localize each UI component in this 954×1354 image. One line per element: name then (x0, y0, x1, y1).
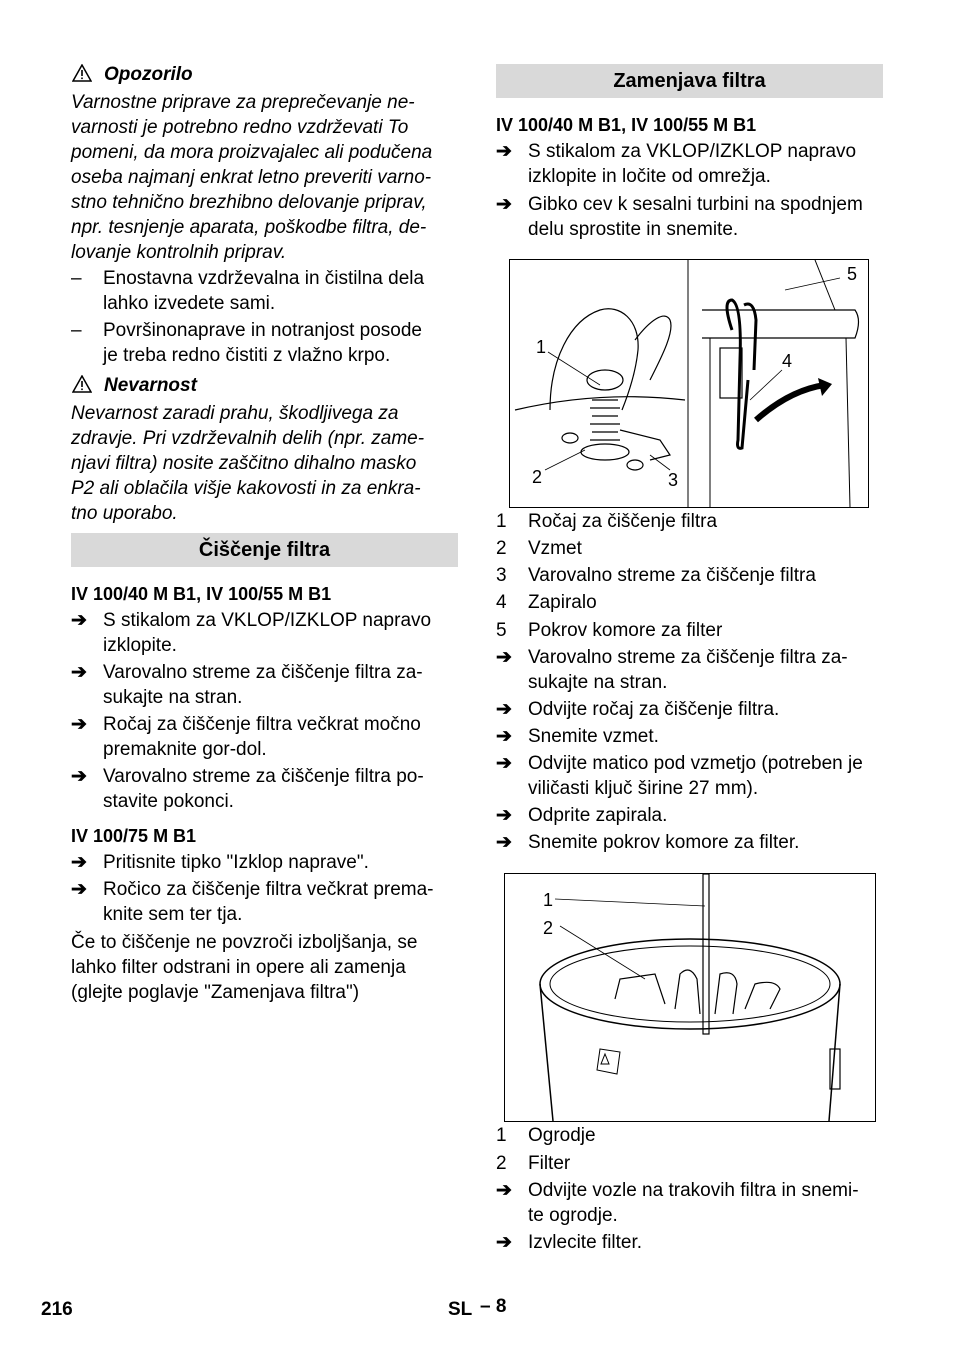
legend-text: Zapiralo (528, 592, 597, 613)
subsection-title: IV 100/75 M B1 (71, 826, 197, 846)
right-arrow-icon: ➔ (71, 766, 87, 787)
legend-number: 1 (496, 511, 507, 532)
right-arrow-icon: ➔ (71, 879, 87, 900)
step-text: S stikalom za VKLOP/IZKLOP napravo izklopite. (103, 610, 432, 656)
figure-filter-frame (504, 873, 876, 1122)
section-title: Zamenjava filtra (496, 64, 883, 98)
subsection-title: IV 100/40 M B1, IV 100/55 M B1 (496, 115, 757, 135)
step-text: S stikalom za VKLOP/IZKLOP napravo izklopite in ločite od omrežja. (528, 141, 857, 187)
right-arrow-icon: ➔ (496, 726, 512, 747)
figure-illustration (510, 260, 868, 507)
legend-text: Filter (528, 1153, 571, 1174)
right-arrow-icon: ➔ (496, 1232, 512, 1253)
language-code: SL (448, 1299, 473, 1320)
step-text: Ročaj za čiščenje filtra večkrat močno premaknite gor-dol. (103, 714, 421, 760)
callout-label: 4 (782, 351, 793, 371)
legend-text: Pokrov komore za filter (528, 620, 723, 641)
legend-number: 2 (496, 1153, 507, 1174)
callout-label: 5 (847, 264, 858, 284)
callout-label: 1 (536, 337, 547, 357)
list-item-text: Enostavna vzdrževalna in čistilna dela lahko izvedete sami. (103, 268, 425, 314)
warning-title: Nevarnost (104, 375, 197, 396)
step-text: Izvlecite filter. (528, 1232, 643, 1253)
step-text: Odvijte ročaj za čiščenje filtra. (528, 699, 780, 720)
legend-text: Varovalno streme za čiščenje filtra (528, 565, 816, 586)
figure-filter-cleaning-assembly (509, 259, 869, 508)
figure-illustration (505, 874, 875, 1121)
right-arrow-icon: ➔ (496, 832, 512, 853)
step-text: Snemite pokrov komore za filter. (528, 832, 800, 853)
dash-bullet: – (71, 268, 82, 289)
right-arrow-icon: ➔ (496, 805, 512, 826)
right-arrow-icon: ➔ (496, 647, 512, 668)
right-arrow-icon: ➔ (71, 714, 87, 735)
legend-number: 1 (496, 1125, 507, 1146)
legend-text: Ogrodje (528, 1125, 596, 1146)
list-item-text: Površinonaprave in notranjost posode je treba redno čistiti z vlažno krpo. (103, 320, 422, 366)
step-text: Snemite vzmet. (528, 726, 659, 747)
dash-bullet: – (71, 320, 82, 341)
right-arrow-icon: ➔ (71, 852, 87, 873)
warning-title: Opozorilo (104, 64, 193, 85)
callout-label: 3 (668, 470, 679, 490)
right-arrow-icon: ➔ (71, 662, 87, 683)
warning-triangle-icon (72, 64, 92, 82)
section-title: Čiščenje filtra (71, 533, 458, 567)
step-text: Odvijte vozle na trakovih filtra in snemi- te ogrodje. (528, 1180, 859, 1226)
right-arrow-icon: ➔ (496, 753, 512, 774)
step-text: Odprite zapirala. (528, 805, 668, 826)
legend-text: Ročaj za čiščenje filtra (528, 511, 718, 532)
warning-body: Varnostne priprave za preprečevanje ne- varnosti je potrebno redno vzdrževati To pomeni, da mora proizvajalec ali podučena oseba najmanj enkrat letno preveriti varno- stno tehnično brezhibno delovanje priprav, npr. tesnjenje aparata, poškodbe filtra, de- lovanje kontrolnih priprav. (71, 92, 433, 263)
page-number: 216 (41, 1299, 73, 1320)
callout-label: 2 (532, 467, 543, 487)
step-text: Varovalno streme za čiščenje filtra za- sukajte na stran. (528, 647, 848, 693)
step-text: Gibko cev k sesalni turbini na spodnjem delu sprostite in snemite. (528, 194, 863, 240)
note-text: Če to čiščenje ne povzroči izboljšanja, se lahko filter odstrani in opere ali zamenja (glejte poglavje "Zamenjava filtra") (71, 932, 418, 1003)
warning-body: Nevarnost zaradi prahu, škodljivega za zdravje. Pri vzdrževalnih delih (npr. zame- njavi filtra) nosite zaščitno dihalno masko P2 ali oblačila višje kakovosti in za enkra- tno uporabo. (71, 403, 425, 524)
step-text: Varovalno streme za čiščenje filtra po- stavite pokonci. (103, 766, 424, 812)
legend-number: 2 (496, 538, 507, 559)
callout-label: 2 (543, 918, 554, 938)
legend-text: Vzmet (528, 538, 582, 559)
right-arrow-icon: ➔ (71, 610, 87, 631)
right-arrow-icon: ➔ (496, 1180, 512, 1201)
subsection-title: IV 100/40 M B1, IV 100/55 M B1 (71, 584, 332, 604)
right-arrow-icon: ➔ (496, 141, 512, 162)
callout-label: 1 (543, 890, 554, 910)
step-text: Pritisnite tipko "Izklop naprave". (103, 852, 369, 873)
step-text: Odvijte matico pod vzmetjo (potreben je viličasti ključ širine 27 mm). (528, 753, 863, 799)
legend-number: 4 (496, 592, 507, 613)
legend-number: 3 (496, 565, 507, 586)
right-arrow-icon: ➔ (496, 699, 512, 720)
warning-triangle-icon (72, 375, 92, 393)
sub-page-number: – 8 (480, 1296, 507, 1317)
step-text: Varovalno streme za čiščenje filtra za- sukajte na stran. (103, 662, 423, 708)
right-arrow-icon: ➔ (496, 194, 512, 215)
legend-number: 5 (496, 620, 507, 641)
step-text: Ročico za čiščenje filtra večkrat prema- knite sem ter tja. (103, 879, 434, 925)
